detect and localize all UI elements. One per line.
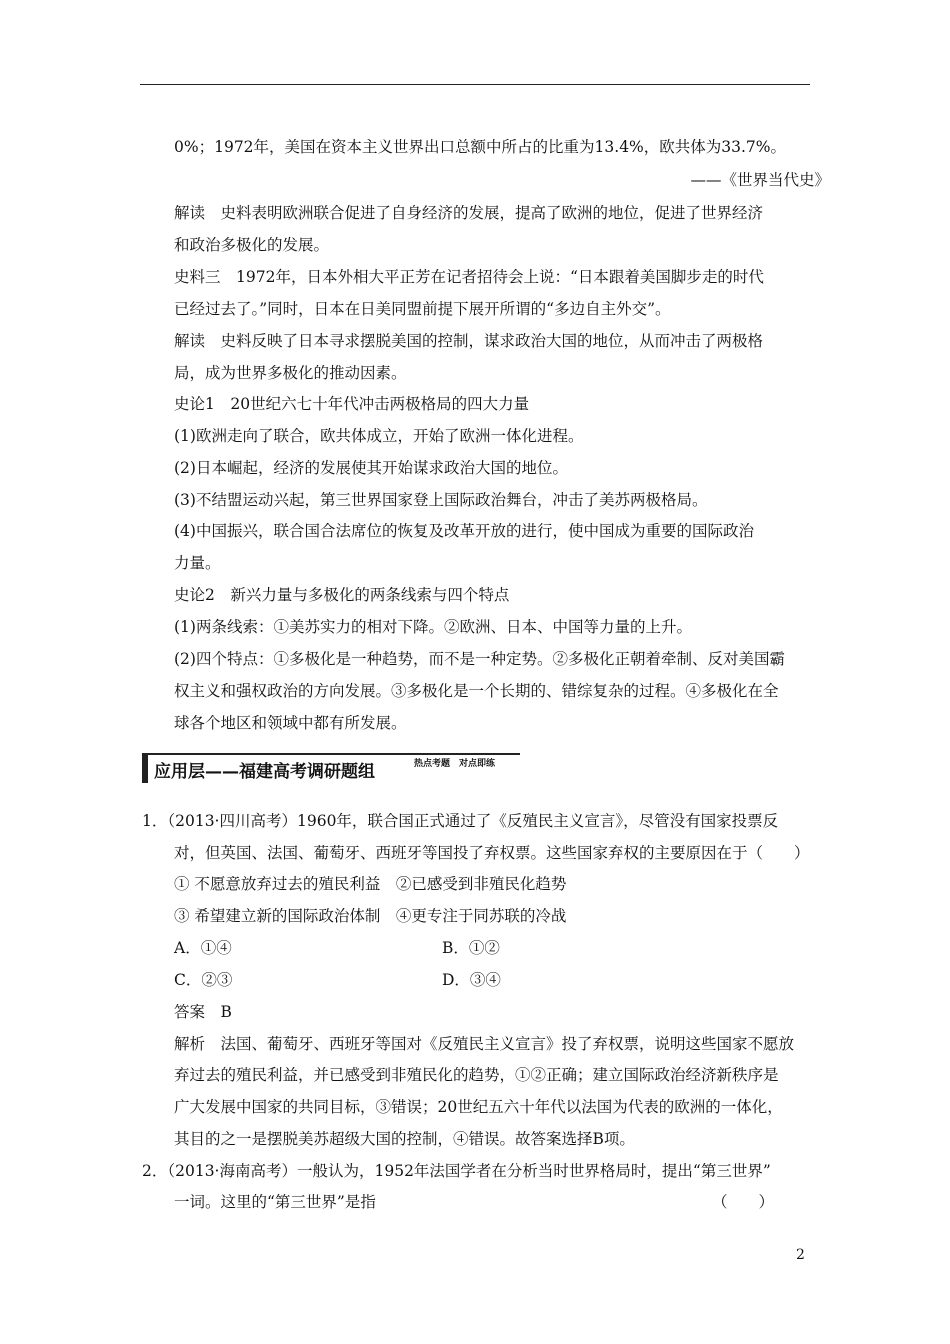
header-rule (140, 84, 810, 85)
thesis-point: (1)欧洲走向了联合，欧共体成立，开始了欧洲一体化进程。 (174, 427, 584, 445)
thesis-title: 史论2 新兴力量与多极化的两条线索与四个特点 (174, 586, 510, 604)
question-items: ③ 希望建立新的国际政治体制 ④更专注于同苏联的冷战 (174, 907, 567, 925)
thesis-point: (4)中国振兴，联合国合法席位的恢复及改革开放的进行，使中国成为重要的国际政治 (174, 522, 754, 540)
source-line: 已经过去了。”同时，日本在日美同盟前提下展开所谓的“多边自主外交”。 (174, 300, 671, 318)
option-a: A．①④ (174, 939, 232, 957)
option-c: C．②③ (174, 971, 233, 989)
section-header (142, 753, 520, 783)
question-items: ① 不愿意放弃过去的殖民利益 ②已感受到非殖民化趋势 (174, 875, 567, 893)
section-subtitle: 热点考题 对点即练 (414, 759, 496, 769)
text-line: 0%；1972年，美国在资本主义世界出口总额中所占的比重为13.4%，欧共体为33.7%。 (174, 138, 787, 156)
question-stem: 1．（2013·四川高考）1960年，联合国正式通过了《反殖民主义宣言》，尽管没有国家投票反 (142, 812, 779, 830)
thesis-title: 史论1 20世纪六七十年代冲击两极格局的四大力量 (174, 395, 530, 413)
thesis-point: (2)四个特点：①多极化是一种趋势，而不是一种定势。②多极化正朝着牵制、反对美国霸 (174, 650, 785, 668)
explanation-line: 弃过去的殖民利益，并已感受到非殖民化的趋势，①②正确；建立国际政治经济新秩序是 (174, 1066, 779, 1084)
section-rule (148, 753, 520, 755)
explanation-line: 解析 法国、葡萄牙、西班牙等国对《反殖民主义宣言》投了弃权票，说明这些国家不愿放 (174, 1035, 795, 1053)
answer: 答案 B (174, 1003, 232, 1021)
question-stem: 2．（2013·海南高考）一般认为，1952年法国学者在分析当时世界格局时，提出“第三世界” (142, 1162, 771, 1180)
explanation-line: 其目的之一是摆脱美苏超级大国的控制，④错误。故答案选择B项。 (174, 1130, 635, 1148)
reading-line: 解读 史料反映了日本寻求摆脱美国的控制，谋求政治大国的地位，从而冲击了两极格 (174, 332, 764, 350)
reading-line: 解读 史料表明欧洲联合促进了自身经济的发展，提高了欧洲的地位，促进了世界经济 (174, 204, 764, 222)
option-b: B．①② (442, 939, 500, 957)
answer-blank: （ ） (712, 1193, 775, 1211)
thesis-point: (2)日本崛起，经济的发展使其开始谋求政治大国的地位。 (174, 459, 568, 477)
source-line: 史料三 1972年，日本外相大平正芳在记者招待会上说：“日本跟着美国脚步走的时代 (174, 268, 764, 286)
question-stem: 对，但英国、法国、葡萄牙、西班牙等国投了弃权票。这些国家弃权的主要原因在于（ ） (174, 844, 810, 862)
thesis-point: 球各个地区和领域中都有所发展。 (174, 714, 407, 732)
section-title: 应用层——福建高考调研题组 (154, 762, 375, 782)
thesis-point: (1)两条线索：①美苏实力的相对下降。②欧洲、日本、中国等力量的上升。 (174, 618, 692, 636)
option-d: D．③④ (442, 971, 501, 989)
explanation-line: 广大发展中国家的共同目标，③错误；20世纪五六十年代以法国为代表的欧洲的一体化， (174, 1098, 783, 1116)
reading-line: 和政治多极化的发展。 (174, 236, 330, 254)
source-citation: ——《世界当代史》 (690, 171, 830, 189)
thesis-point: 力量。 (174, 554, 221, 572)
question-stem: 一词。这里的“第三世界”是指 (174, 1193, 376, 1211)
thesis-point: 权主义和强权政治的方向发展。③多极化是一个长期的、错综复杂的过程。④多极化在全 (174, 682, 779, 700)
section-bar (142, 753, 148, 783)
page-number: 2 (796, 1247, 805, 1263)
reading-line: 局，成为世界多极化的推动因素。 (174, 364, 407, 382)
thesis-point: (3)不结盟运动兴起，第三世界国家登上国际政治舞台，冲击了美苏两极格局。 (174, 491, 708, 509)
